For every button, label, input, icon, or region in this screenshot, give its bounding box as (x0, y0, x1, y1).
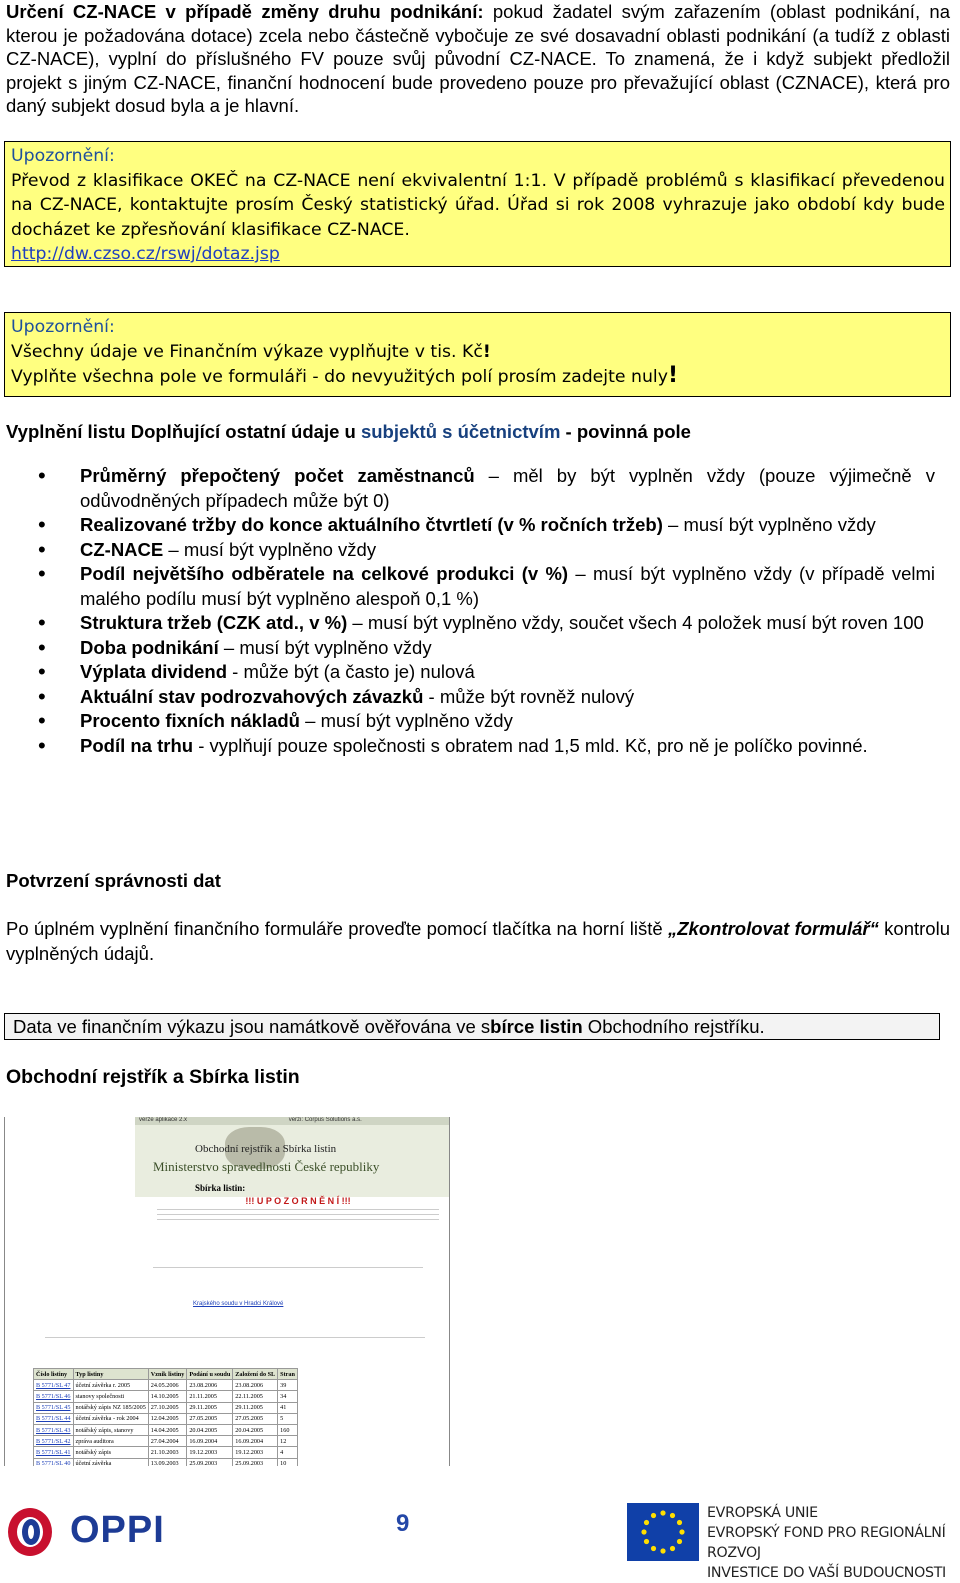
document-link[interactable]: B 5771/SL 43 (34, 1424, 74, 1435)
screenshot-warning-title: !!! U P O Z O R N Ě N Í !!! (245, 1196, 351, 1206)
eu-line-2: EVROPSKÝ FOND PRO REGIONÁLNÍ ROZVOJ (707, 1525, 946, 1561)
banner-section: Sbírka listin: (195, 1183, 246, 1193)
column-header: Stran (278, 1369, 298, 1380)
intro-paragraph (6, 0, 950, 118)
table-row (34, 1391, 298, 1402)
table-cell: 19.12.2003 (233, 1447, 278, 1458)
field-name: Doba podnikání (80, 636, 219, 658)
eu-star-icon (651, 1513, 656, 1518)
list-item (0, 660, 935, 685)
table-cell: 34 (278, 1391, 298, 1402)
warning-line-2: Vyplňte všechna pole ve formuláři - do nevyužitých polí prosím zadejte nuly (11, 367, 668, 387)
document-link[interactable]: B 5771/SL 44 (34, 1413, 74, 1424)
field-rule: – musí být vyplněno vždy (300, 710, 513, 731)
list-item (0, 734, 935, 759)
topbar-left: verze aplikace 2.x (139, 1117, 188, 1123)
table-cell: účetní závěrka - rok 2004 (73, 1413, 148, 1424)
table-cell: 41 (278, 1402, 298, 1413)
table-cell: zpráva auditora (73, 1436, 148, 1447)
page-number: 9 (396, 1510, 410, 1537)
table-cell: účetní závěrka (73, 1458, 148, 1466)
check-form-button-name: „Zkontrolovat formulář“ (668, 918, 879, 939)
table-cell: 160 (278, 1424, 298, 1435)
table-cell: 20.04.2005 (233, 1424, 278, 1435)
column-header: Číslo listiny (34, 1369, 74, 1380)
table-cell: 13.09.2003 (148, 1458, 187, 1466)
eu-star-icon (670, 1546, 675, 1551)
table-cell: 19.12.2003 (187, 1447, 233, 1458)
table-cell: 10 (278, 1458, 298, 1466)
banner-title: Obchodní rejstřík a Sbírka listin (195, 1143, 337, 1155)
table-cell: 22.11.2005 (233, 1391, 278, 1402)
eu-star-icon (679, 1529, 684, 1534)
list-item (0, 464, 935, 513)
field-name: Procento fixních nákladů (80, 710, 300, 731)
exclamation: ! (667, 363, 678, 388)
table-cell: 23.08.2006 (187, 1380, 233, 1391)
warning-line-1: Všechny údaje ve Finančním výkaze vyplňujte v tis. Kč (11, 341, 483, 362)
table-header (34, 1369, 298, 1380)
table-cell: 14.10.2005 (148, 1391, 187, 1402)
table-row (34, 1413, 298, 1424)
intro-text: pokud žadatel svým zařazením (oblast podnikání, na kterou je požadována dotace) zcela nebo částečně vybočuje ze své dosavadní oblasti podnikání (a tudíž z oblasti CZ-NACE), vyplní do příslušného FV pouze svůj původní CZ-NACE. To znamená, že i když subjekt předložil projekt s jiným CZ-NACE, finanční hodnocení bude provedeno pouze pro převažující oblast (CZNACE), která pro daný subjekt dosud byla a je hlavní. (6, 1, 951, 116)
data-box-bold: bírce listin (490, 1016, 583, 1037)
screenshot-warning (147, 1197, 449, 1261)
registry-heading: Obchodní rejstřík a Sbírka listin (6, 1066, 300, 1088)
table-row (34, 1402, 298, 1413)
field-rule: – měl by být vyplněn vždy (pouze výjimečně v odůvodněných případech může být 0) (80, 465, 935, 511)
column-header: Vznik listiny (148, 1369, 187, 1380)
warning-title: Upozornění: (11, 146, 115, 166)
table-cell: notářský zápis, stanovy (73, 1424, 148, 1435)
field-name: Průměrný přepočtený počet zaměstnanců (80, 465, 475, 486)
field-rule: - může být rovněž nulový (423, 685, 635, 707)
field-name: Výplata dividend (80, 661, 228, 682)
table-cell: 12 (278, 1436, 298, 1447)
eu-star-icon (677, 1520, 682, 1525)
list-item (0, 636, 935, 661)
section-heading (6, 421, 691, 443)
field-name: Struktura tržeb (CZK atd., v %) (80, 612, 348, 633)
court-link: Krajského soudu v Hradci Králové (193, 1301, 284, 1307)
warning-box-units (4, 312, 951, 397)
eu-text (707, 1503, 960, 1583)
field-rule: – musí být vyplněno vždy (v případě velmi malého podílu musí být vyplněno alespoň 0,1 %) (80, 563, 935, 609)
column-header: Založení do SL (233, 1369, 278, 1380)
field-name: Podíl na trhu (80, 734, 194, 756)
table-cell: stanovy společnosti (73, 1391, 148, 1402)
screenshot-topbar (135, 1117, 449, 1125)
table-cell: 27.10.2005 (148, 1402, 187, 1413)
document-link[interactable]: B 5771/SL 45 (34, 1402, 74, 1413)
data-box-text: Data ve finančním výkazu jsou namátkově ověřována ve s (13, 1016, 491, 1037)
table-cell: 16.09.2004 (233, 1436, 278, 1447)
table-cell: 27.04.2004 (148, 1436, 187, 1447)
eu-star-icon (677, 1539, 682, 1544)
screenshot-table (33, 1368, 298, 1466)
intro-lead: Určení CZ-NACE v případě změny druhu podnikání: (6, 1, 484, 22)
table-cell: 5 (278, 1413, 298, 1424)
column-header: Typ listiny (73, 1369, 148, 1380)
oppi-logo-text: OPPI (70, 1509, 165, 1551)
confirm-paragraph (6, 917, 950, 966)
eu-line-1: EVROPSKÁ UNIE (707, 1505, 818, 1521)
table-cell: 27.05.2005 (187, 1413, 233, 1424)
table-cell: 24.05.2006 (148, 1380, 187, 1391)
list-item (0, 538, 935, 563)
czso-link[interactable]: http://dw.czso.cz/rswj/dotaz.jsp (11, 244, 280, 264)
field-rule: – musí být vyplněno vždy (662, 514, 876, 535)
field-name: Realizované tržby do konce aktuálního čtvrtletí (v % ročních tržeb) (80, 514, 663, 535)
table-cell: 29.11.2005 (187, 1402, 233, 1413)
warning-box-cznace (4, 141, 951, 267)
data-verification-box (4, 1013, 940, 1040)
table-cell: 23.08.2006 (233, 1380, 278, 1391)
field-rule: - vyplňují pouze společnosti s obratem nad 1,5 mld. Kč, pro ně je políčko povinné. (193, 734, 868, 756)
confirm-text: Po úplném vyplnění finančního formuláře proveďte pomocí tlačítka na horní liště (6, 918, 668, 939)
table-cell: 14.04.2005 (148, 1424, 187, 1435)
warning-title: Upozornění: (11, 317, 115, 337)
list-item (0, 685, 935, 710)
table-cell: 29.11.2005 (233, 1402, 278, 1413)
oppi-logo-inner (22, 1519, 40, 1545)
document-link[interactable]: B 5771/SL 47 (34, 1380, 74, 1391)
list-item (0, 709, 935, 734)
table-cell: účetní závěrka r. 2005 (73, 1380, 148, 1391)
eu-flag-icon (627, 1503, 699, 1561)
field-rule: – musí být vyplněno vždy (163, 538, 377, 560)
field-rule: – musí být vyplněno vždy (218, 636, 432, 658)
registry-screenshot (4, 1117, 450, 1466)
table-cell: 12.04.2005 (148, 1413, 187, 1424)
list-item (0, 562, 935, 611)
table-cell: 20.04.2005 (187, 1424, 233, 1435)
table-cell: notářský zápis (73, 1447, 148, 1458)
table-cell: 4 (278, 1447, 298, 1458)
eu-star-icon (660, 1510, 665, 1515)
table-cell: 21.10.2003 (148, 1447, 187, 1458)
table-row (34, 1458, 298, 1466)
table-cell: 39 (278, 1380, 298, 1391)
list-item (0, 513, 935, 538)
data-box-text: Obchodního rejstříku. (582, 1016, 765, 1037)
document-link[interactable]: B 5771/SL 41 (34, 1447, 74, 1458)
list-item (0, 611, 935, 636)
screenshot-form (5, 1267, 449, 1367)
screenshot-banner (135, 1125, 449, 1197)
eu-line-3: INVESTICE DO VAŠÍ BUDOUCNOSTI (707, 1565, 946, 1581)
document-link[interactable]: B 5771/SL 40 (34, 1458, 74, 1466)
table-cell: 16.09.2004 (187, 1436, 233, 1447)
table-row (34, 1447, 298, 1458)
field-rule: – musí být vyplněno vždy, součet všech 4 položek musí být roven 100 (347, 612, 924, 633)
table-cell: 21.11.2005 (187, 1391, 233, 1402)
table-row (34, 1380, 298, 1391)
field-name: CZ-NACE (80, 538, 164, 560)
eu-star-icon (651, 1546, 656, 1551)
eu-star-icon (644, 1520, 649, 1525)
exclamation: ! (482, 341, 491, 362)
eu-star-icon (641, 1529, 646, 1534)
table-body (34, 1380, 298, 1466)
heading-highlight: subjektů s účetnictvím (360, 421, 561, 442)
topbar-right: verzi: Corpus Solutions a.s. (288, 1117, 362, 1123)
banner-ministry: Ministerstvo spravedlnosti České republiky (153, 1159, 380, 1174)
table-row (34, 1424, 298, 1435)
eu-star-icon (660, 1548, 665, 1553)
table-row (34, 1436, 298, 1447)
heading-part: Vyplnění listu Doplňující ostatní údaje u (6, 421, 361, 442)
required-fields-list (0, 464, 935, 758)
heading-part: - povinná pole (560, 421, 691, 442)
document-link[interactable]: B 5771/SL 46 (34, 1391, 74, 1402)
eu-star-icon (670, 1513, 675, 1518)
table-cell: 25.09.2003 (233, 1458, 278, 1466)
confirm-heading: Potvrzení správnosti dat (6, 870, 221, 891)
eu-star-icon (644, 1539, 649, 1544)
column-header: Podání u soudu (187, 1369, 233, 1380)
warning-text: Převod z klasifikace OKEČ na CZ-NACE není ekvivalentní 1:1. V případě problémů s klasifikací převedenou na CZ-NACE, kontaktujte prosím Český statistický úřad. Úřad si rok 2008 vyhrazuje jako období kdy bude docházet ke zpřesňování klasifikace CZ-NACE. (11, 170, 945, 240)
field-name: Aktuální stav podrozvahových závazků (80, 685, 424, 707)
table-cell: 27.05.2005 (233, 1413, 278, 1424)
table-cell: 25.09.2003 (187, 1458, 233, 1466)
table-cell: notářský zápis NZ 185/2005 (73, 1402, 148, 1413)
field-rule: - může být (a často je) nulová (227, 661, 475, 682)
field-name: Podíl největšího odběratele na celkové produkci (v %) (80, 563, 569, 584)
document-link[interactable]: B 5771/SL 42 (34, 1436, 74, 1447)
confirm-text: kontrolu vyplněných údajů. (6, 918, 950, 964)
